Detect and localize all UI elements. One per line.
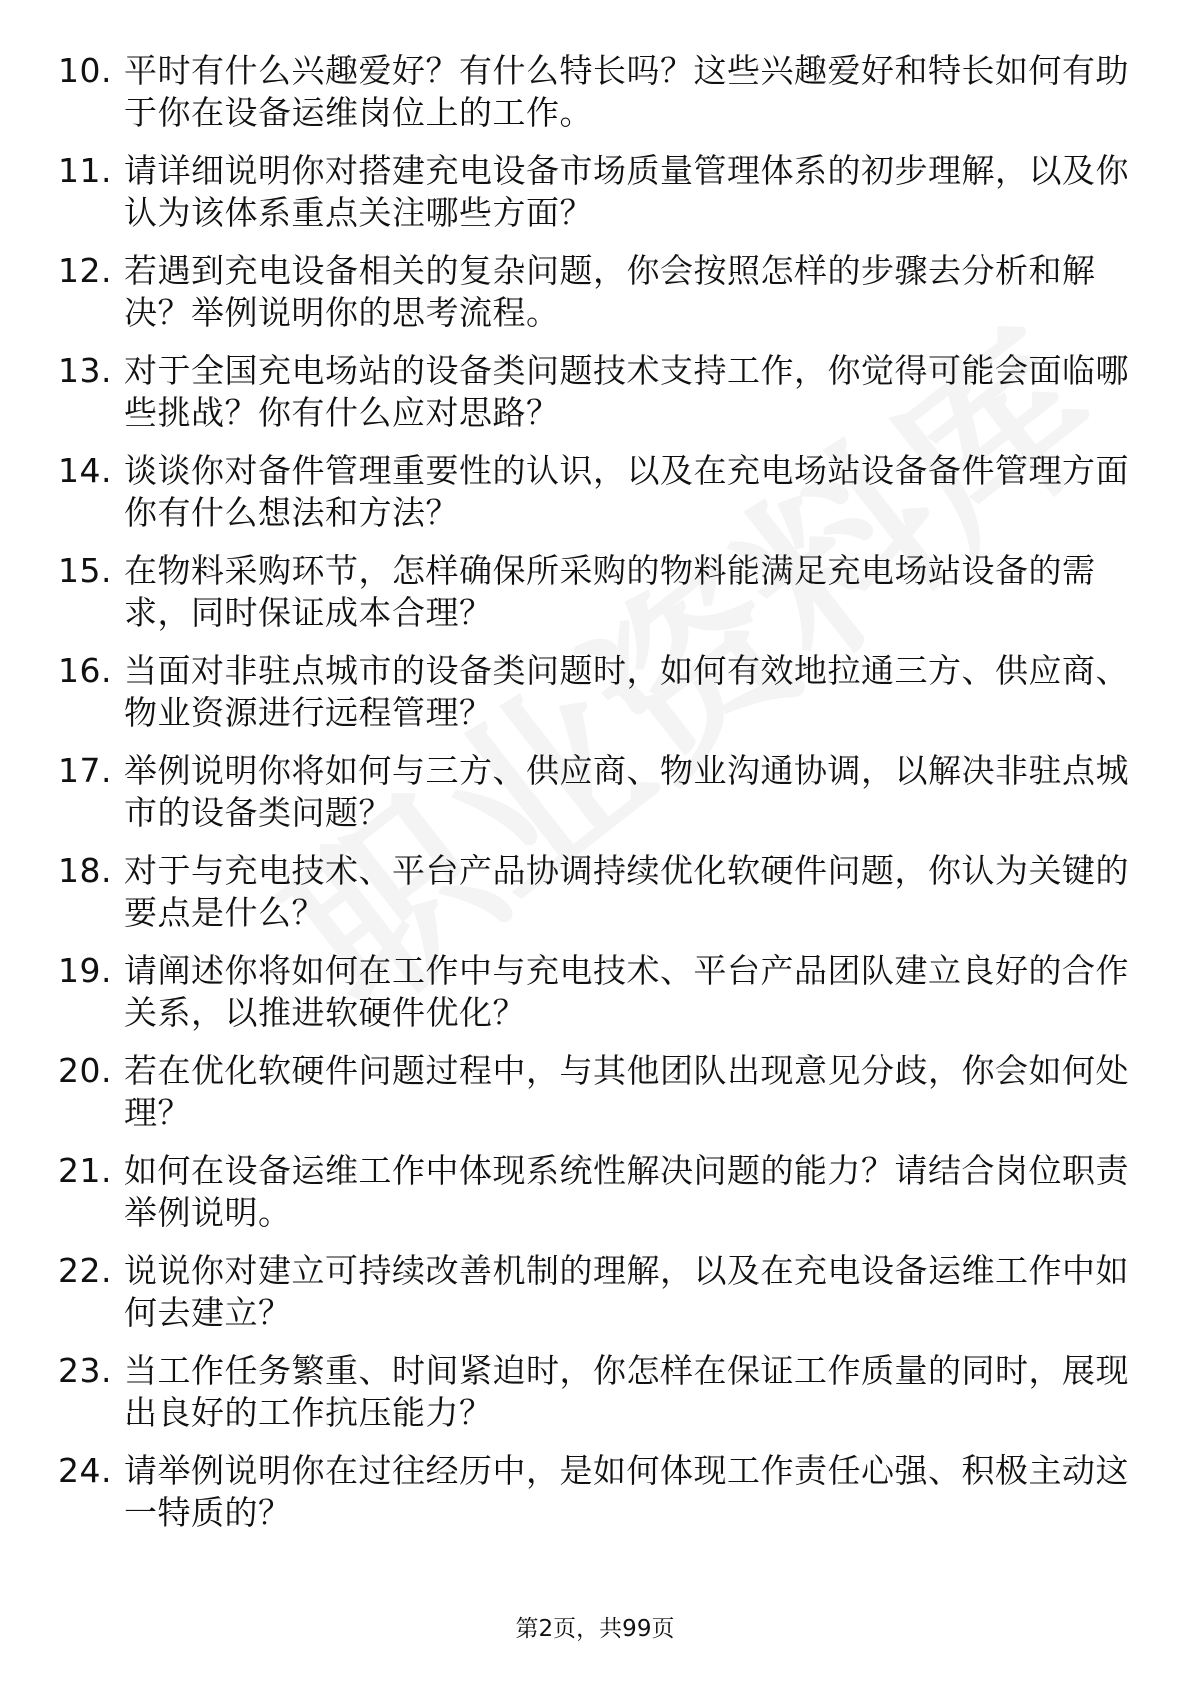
question-number: 21.: [58, 1151, 112, 1190]
question-item: [58, 1450, 1133, 1550]
question-text: 请阐述你将如何在工作中与充电技术、平台产品团队建立良好的合作关系，以推进软硬件优化？: [124, 951, 1129, 1032]
question-number: 16.: [58, 651, 112, 690]
question-text: 对于全国充电场站的设备类问题技术支持工作，你觉得可能会面临哪些挑战？你有什么应对思路？: [124, 351, 1129, 432]
question-text: 说说你对建立可持续改善机制的理解，以及在充电设备运维工作中如何去建立？: [124, 1251, 1129, 1332]
question-text: 如何在设备运维工作中体现系统性解决问题的能力？请结合岗位职责举例说明。: [124, 1151, 1129, 1232]
question-text: 谈谈你对备件管理重要性的认识，以及在充电场站设备备件管理方面你有什么想法和方法？: [124, 451, 1129, 532]
question-number: 11.: [58, 151, 112, 190]
question-item: [58, 750, 1133, 850]
question-number: 10.: [58, 51, 112, 90]
question-number: 18.: [58, 851, 112, 890]
question-number: 20.: [58, 1051, 112, 1090]
question-item: [58, 150, 1133, 250]
question-item: [58, 950, 1133, 1050]
question-number: 12.: [58, 251, 112, 290]
question-text: 当面对非驻点城市的设备类问题时，如何有效地拉通三方、供应商、物业资源进行远程管理？: [124, 651, 1129, 732]
question-item: [58, 1250, 1133, 1350]
question-item: [58, 450, 1133, 550]
question-item: [58, 850, 1133, 950]
question-item: [58, 250, 1133, 350]
question-item: [58, 650, 1133, 750]
question-number: 17.: [58, 751, 112, 790]
question-number: 23.: [58, 1351, 112, 1390]
question-list: [58, 50, 1133, 1550]
question-item: [58, 1350, 1133, 1450]
question-number: 19.: [58, 951, 112, 990]
question-text: 请详细说明你对搭建充电设备市场质量管理体系的初步理解，以及你认为该体系重点关注哪些方面？: [124, 151, 1129, 232]
question-item: [58, 350, 1133, 450]
question-item: [58, 550, 1133, 650]
question-text: 当工作任务繁重、时间紧迫时，你怎样在保证工作质量的同时，展现出良好的工作抗压能力？: [124, 1351, 1129, 1432]
question-number: 22.: [58, 1251, 112, 1290]
page-number-footer: 第2页，共99页: [515, 1616, 675, 1642]
question-item: [58, 1050, 1133, 1150]
question-text: 在物料采购环节，怎样确保所采购的物料能满足充电场站设备的需求，同时保证成本合理？: [124, 551, 1096, 632]
question-text: 对于与充电技术、平台产品协调持续优化软硬件问题，你认为关键的要点是什么？: [124, 851, 1129, 932]
question-item: [58, 50, 1133, 150]
question-text: 平时有什么兴趣爱好？有什么特长吗？这些兴趣爱好和特长如何有助于你在设备运维岗位上的工作。: [124, 51, 1129, 132]
question-number: 13.: [58, 351, 112, 390]
question-text: 若在优化软硬件问题过程中，与其他团队出现意见分歧，你会如何处理？: [124, 1051, 1129, 1132]
question-text: 举例说明你将如何与三方、供应商、物业沟通协调，以解决非驻点城市的设备类问题？: [124, 751, 1129, 832]
question-number: 14.: [58, 451, 112, 490]
question-number: 15.: [58, 551, 112, 590]
question-number: 24.: [58, 1451, 112, 1490]
question-text: 请举例说明你在过往经历中，是如何体现工作责任心强、积极主动这一特质的？: [124, 1451, 1129, 1532]
question-item: [58, 1150, 1133, 1250]
question-text: 若遇到充电设备相关的复杂问题，你会按照怎样的步骤去分析和解决？举例说明你的思考流程。: [124, 251, 1096, 332]
